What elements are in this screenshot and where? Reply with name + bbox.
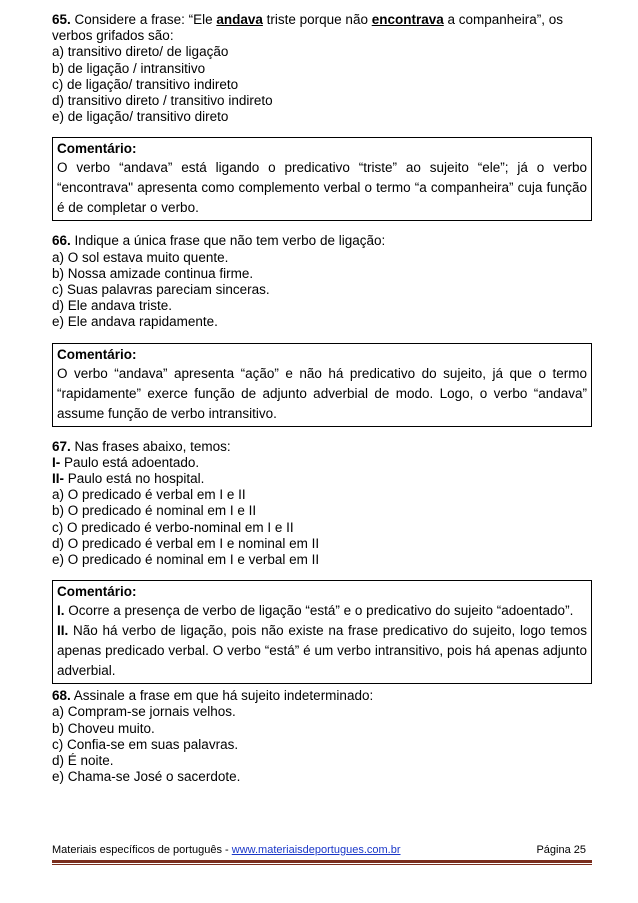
sentence-label: II- xyxy=(52,471,64,487)
sentence-label: I- xyxy=(52,454,61,470)
sentence-text: Paulo está adoentado. xyxy=(60,454,200,470)
question-text: triste porque não xyxy=(262,12,372,27)
option-c: c) O predicado é verbo-nominal em I e II xyxy=(52,519,294,535)
sentence-1 xyxy=(52,455,592,471)
option-c: c) Confia-se em suas palavras. xyxy=(52,736,239,752)
question-text: verbos grifados são: xyxy=(52,28,174,44)
option-a: a) O predicado é verbal em I e II xyxy=(52,487,246,503)
underlined-verb-andava: andava xyxy=(216,12,263,27)
question-text: Assinale a frase em que há sujeito indeterminado: xyxy=(70,688,374,704)
option-a: a) transitivo direto/ de ligação xyxy=(52,44,229,60)
question-66 xyxy=(52,233,592,330)
comment-label: I. xyxy=(57,603,65,619)
option-b: b) de ligação / intransitivo xyxy=(52,60,206,76)
comment-text: O verbo “andava” apresenta “ação” e não há predicativo do sujeito, já que o termo “rapidamente” exerce função de adjunto adverbial de modo. Logo, o verbo “andava” assume função de verbo intransitivo. xyxy=(57,365,587,421)
question-number: 67. xyxy=(52,438,71,454)
question-number: 68. xyxy=(52,688,71,704)
option-d: d) O predicado é verbal em I e nominal em II xyxy=(52,535,320,551)
comment-title: Comentário: xyxy=(57,141,137,157)
option-b: b) Nossa amizade continua firme. xyxy=(52,265,254,281)
comment-item-2 xyxy=(57,621,587,681)
question-number: 66. xyxy=(52,233,71,249)
option-c: c) Suas palavras pareciam sinceras. xyxy=(52,282,270,298)
comment-box-66 xyxy=(52,343,592,427)
question-68 xyxy=(52,688,592,785)
question-68-statement xyxy=(52,688,592,704)
option-e: e) O predicado é nominal em I e verbal em II xyxy=(52,552,320,568)
comment-text: Não há verbo de ligação, pois não existe na frase predicativo do sujeito, logo temos apenas predicado verbal. O verbo “está” é um verbo intransitivo, pois há apenas adjunto adverbial. xyxy=(57,623,587,679)
comment-title: Comentário: xyxy=(57,346,137,362)
sentence-text: Paulo está no hospital. xyxy=(64,471,205,487)
option-a: a) O sol estava muito quente. xyxy=(52,249,229,265)
footer-text: Materiais específicos de português - xyxy=(52,844,232,856)
question-66-statement xyxy=(52,233,592,249)
question-67-statement xyxy=(52,439,592,455)
comment-text: Ocorre a presença de verbo de ligação “está” e o predicativo do sujeito “adoentado”. xyxy=(64,603,574,619)
question-65 xyxy=(52,12,592,125)
option-b: b) Choveu muito. xyxy=(52,720,155,736)
option-e: e) Chama-se José o sacerdote. xyxy=(52,769,241,785)
footer-left xyxy=(52,844,401,856)
option-e: e) Ele andava rapidamente. xyxy=(52,314,218,330)
question-text: Considere a frase: “Ele xyxy=(70,12,217,27)
comment-label: II. xyxy=(57,623,69,639)
question-text: Nas frases abaixo, temos: xyxy=(70,438,231,454)
footer-rule-thin xyxy=(52,864,592,865)
option-a: a) Compram-se jornais velhos. xyxy=(52,704,236,720)
question-text: a companheira”, os xyxy=(443,12,564,27)
option-b: b) O predicado é nominal em I e II xyxy=(52,503,257,519)
footer-rule xyxy=(52,860,592,863)
question-67 xyxy=(52,439,592,569)
question-number: 65. xyxy=(52,12,71,27)
comment-box-67 xyxy=(52,580,592,684)
option-d: d) Ele andava triste. xyxy=(52,298,173,314)
option-d: d) transitivo direto / transitivo indireto xyxy=(52,93,273,109)
option-e: e) de ligação/ transitivo direto xyxy=(52,109,229,125)
sentence-2 xyxy=(52,471,592,487)
option-d: d) É noite. xyxy=(52,753,114,769)
page-number: Página 25 xyxy=(536,844,586,856)
comment-text: O verbo “andava” está ligando o predicativo “triste” ao sujeito “ele”; já o verbo “encontrava" apresenta como complemento verbal o termo “a companheira” cuja função é de completar o verbo. xyxy=(57,160,587,216)
footer-website-link[interactable]: www.materiaisdeportugues.com.br xyxy=(231,844,401,856)
comment-item-1 xyxy=(57,601,587,621)
comment-title: Comentário: xyxy=(57,584,137,600)
comment-box-65 xyxy=(52,137,592,221)
option-c: c) de ligação/ transitivo indireto xyxy=(52,76,239,92)
underlined-verb-encontrava: encontrava xyxy=(371,12,444,27)
question-65-statement xyxy=(52,12,592,28)
page-content xyxy=(52,12,592,785)
question-text: Indique a única frase que não tem verbo de ligação: xyxy=(70,233,386,249)
